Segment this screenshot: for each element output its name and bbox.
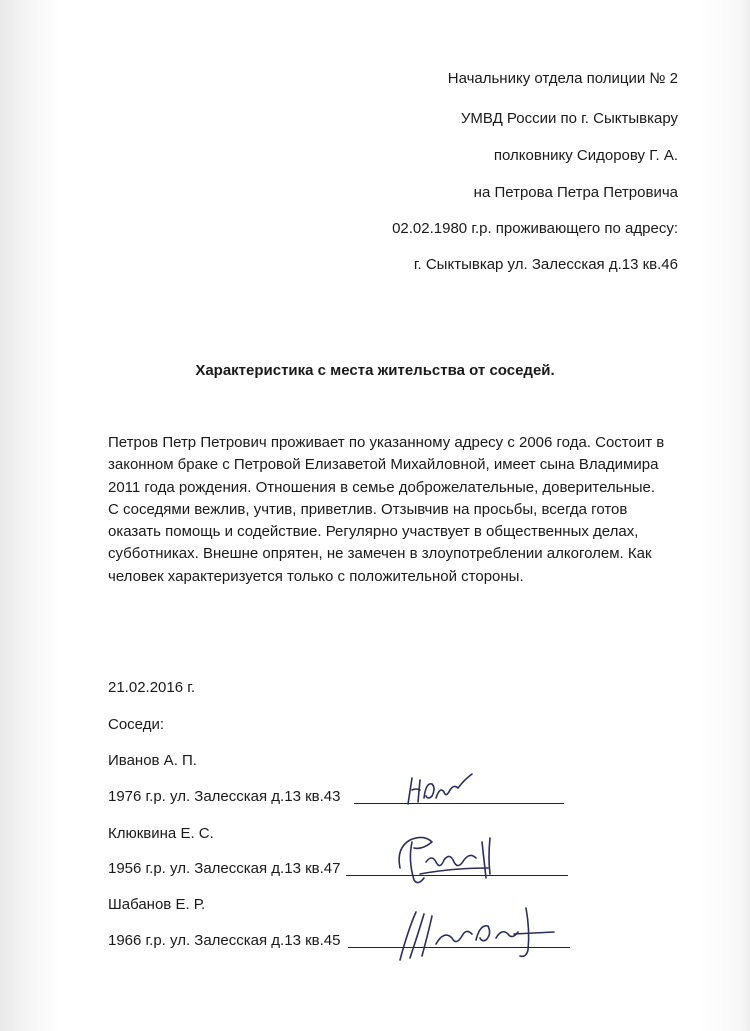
addressee-line-4: на Петрова Петра Петровича [473,184,678,201]
neighbor-3-address: 1966 г.р. ул. Залесская д.13 кв.45 [108,932,341,949]
document-body [108,432,668,588]
neighbor-1-address: 1976 г.р. ул. Залесская д.13 кв.43 [108,788,341,805]
neighbor-3-name: Шабанов Е. Р. [108,896,206,913]
addressee-line-6: г. Сыктывкар ул. Залесская д.13 кв.46 [413,256,678,273]
addressee-line-2: УМВД России по г. Сыктывкару [460,110,678,127]
addressee-line-5: 02.02.1980 г.р. проживающего по адресу: [392,220,678,237]
signature-ivanov-icon [398,770,478,810]
neighbor-1-name: Иванов А. П. [108,752,197,769]
signature-klyukvina-icon [392,828,502,890]
addressee-line-1: Начальнику отдела полиции № 2 [447,70,678,87]
neighbor-2-name: Клюквина Е. С. [108,825,214,842]
addressee-line-3: полковнику Сидорову Г. А. [493,147,678,164]
body-paragraph: Петров Петр Петрович проживает по указанному адресу с 2006 года. Состоит в законном браке с Петровой Елизаветой Михайловной, имеет сына Владимира 2011 года рождения. Отношения в семье доброжелательные, доверительные. С соседями вежлив, учтив, приветлив. Отзывчив на просьбы, всегда готов оказать помощь и содействие. Регулярно участвует в общественных делах, субботниках. Внешне опрятен, не замечен в злоупотреблении алкоголем. Как человек характеризуется только с положительной стороны. [108,434,665,585]
signature-shabanov-icon [396,900,556,966]
neighbor-2-address: 1956 г.р. ул. Залесская д.13 кв.47 [108,860,341,877]
neighbors-label: Соседи: [108,716,164,733]
document-date: 21.02.2016 г. [108,679,196,696]
document-title: Характеристика с места жительства от соседей. [195,362,555,379]
